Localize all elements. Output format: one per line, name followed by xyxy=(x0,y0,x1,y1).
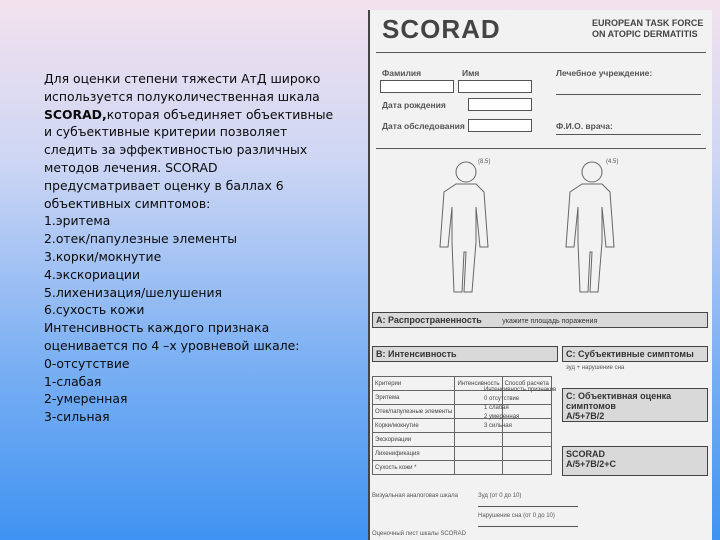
section-c: С: Субъективные симптомы xyxy=(562,346,708,362)
doctor-line xyxy=(556,134,701,135)
objective-formula: А/5+7В/2 xyxy=(566,411,605,421)
desc-line: следить за эффективностью различных xyxy=(44,142,308,158)
doctor-label: Ф.И.О. врача: xyxy=(556,121,613,131)
sleep-label: Нарушение сна (от 0 до 10) xyxy=(478,513,555,519)
back-score: (4.5) xyxy=(606,159,619,165)
desc-line: предусматривает оценку в баллах 6 xyxy=(44,177,284,193)
desc-line: 3.корки/мокнутие xyxy=(44,248,162,264)
desc-line: 1-слабая xyxy=(44,373,102,389)
institution-label: Лечебное учреждение: xyxy=(556,68,653,78)
scale-line: 2 умеренная xyxy=(484,414,520,420)
birth-date-field xyxy=(468,98,532,111)
divider xyxy=(376,148,706,149)
section-b: В: Интенсивность xyxy=(372,346,558,362)
birth-date-label: Дата рождения xyxy=(382,100,446,110)
desc-line: методов лечения. SCORAD xyxy=(44,159,218,175)
scorad-total-title: SCORAD xyxy=(566,449,606,459)
desc-line: и субъективные критерии позволяет xyxy=(44,124,288,140)
task-force-line-2: ON ATOPIC DERMATITIS xyxy=(592,29,698,39)
section-c-hint: зуд + нарушение сна xyxy=(566,365,625,371)
surname-field xyxy=(380,80,454,93)
desc-line: Интенсивность каждого признака xyxy=(44,320,270,336)
task-force-line-1: EUROPEAN TASK FORCE xyxy=(592,18,704,28)
section-a-hint: укажите площадь поражения xyxy=(502,318,598,325)
desc-line: 1.эритема xyxy=(44,213,111,229)
table-row: Корки/мокнутие xyxy=(373,419,455,433)
table-row: Отек/папулезные элементы xyxy=(373,405,455,419)
table-row: Лихенификация xyxy=(373,447,455,461)
desc-line: используется полуколичественная шкала xyxy=(44,88,320,104)
desc-line: 5.лихенизация/шелушения xyxy=(44,284,222,300)
table-header: Интенсивность xyxy=(455,377,502,391)
desc-line: оценивается по 4 –х уровневой шкале: xyxy=(44,337,300,353)
name-label: Имя xyxy=(462,68,480,78)
desc-line: SCORAD,которая объединяет объективные xyxy=(44,106,334,122)
desc-line: 2-умеренная xyxy=(44,391,128,407)
scorad-form-image xyxy=(368,10,712,540)
table-row: Экскориации xyxy=(373,433,455,447)
itch-scale xyxy=(478,506,578,507)
description-text xyxy=(44,70,354,426)
institution-line xyxy=(556,94,701,95)
desc-line: 2.отек/папулезные элементы xyxy=(44,231,238,247)
scorad-logo: SCORAD xyxy=(382,14,501,44)
desc-line: 0-отсутствие xyxy=(44,355,130,371)
table-row: Сухость кожи * xyxy=(373,461,455,475)
exam-date-label: Дата обследования xyxy=(382,121,465,131)
table-header: Критерии xyxy=(373,377,455,391)
divider xyxy=(376,52,706,53)
objective-title: С: Объективная оценка симптомов xyxy=(566,391,672,411)
desc-line: объективных симптомов: xyxy=(44,195,211,211)
visual-scale-label: Визуальная аналоговая шкала xyxy=(372,493,458,499)
desc-line: 4.экскориации xyxy=(44,266,141,282)
sleep-scale xyxy=(478,526,578,527)
scale-line: 0 отсутствие xyxy=(484,396,520,402)
body-diagram xyxy=(376,152,706,302)
section-a xyxy=(372,312,708,328)
form-footer: Оценочный лист шкалы SCORAD xyxy=(372,531,466,537)
desc-line: 3-сильная xyxy=(44,409,110,425)
scale-line: 1 слабая xyxy=(484,405,509,411)
front-score: (8.5) xyxy=(478,159,491,165)
itch-label: Зуд (от 0 до 10) xyxy=(478,493,522,499)
desc-line: Для оценки степени тяжести АтД широко xyxy=(44,71,321,86)
scorad-total-box xyxy=(562,446,708,476)
section-a-title: А: Распространенность xyxy=(376,315,482,325)
objective-score-box xyxy=(562,388,708,422)
task-force-label xyxy=(592,18,703,40)
table-header: Способ расчета xyxy=(502,377,551,391)
scale-line: 3 сильная xyxy=(484,423,512,429)
scale-line: Интенсивность признаков xyxy=(484,387,557,393)
desc-bold: SCORAD, xyxy=(44,106,107,122)
table-row: Эритема xyxy=(373,391,455,405)
scorad-total-formula: А/5+7В/2+С xyxy=(566,459,617,469)
exam-date-field xyxy=(468,119,532,132)
scale-legend xyxy=(484,386,556,431)
desc-line: 6.сухость кожи xyxy=(44,302,145,318)
surname-label: Фамилия xyxy=(382,68,422,78)
name-field xyxy=(458,80,532,93)
